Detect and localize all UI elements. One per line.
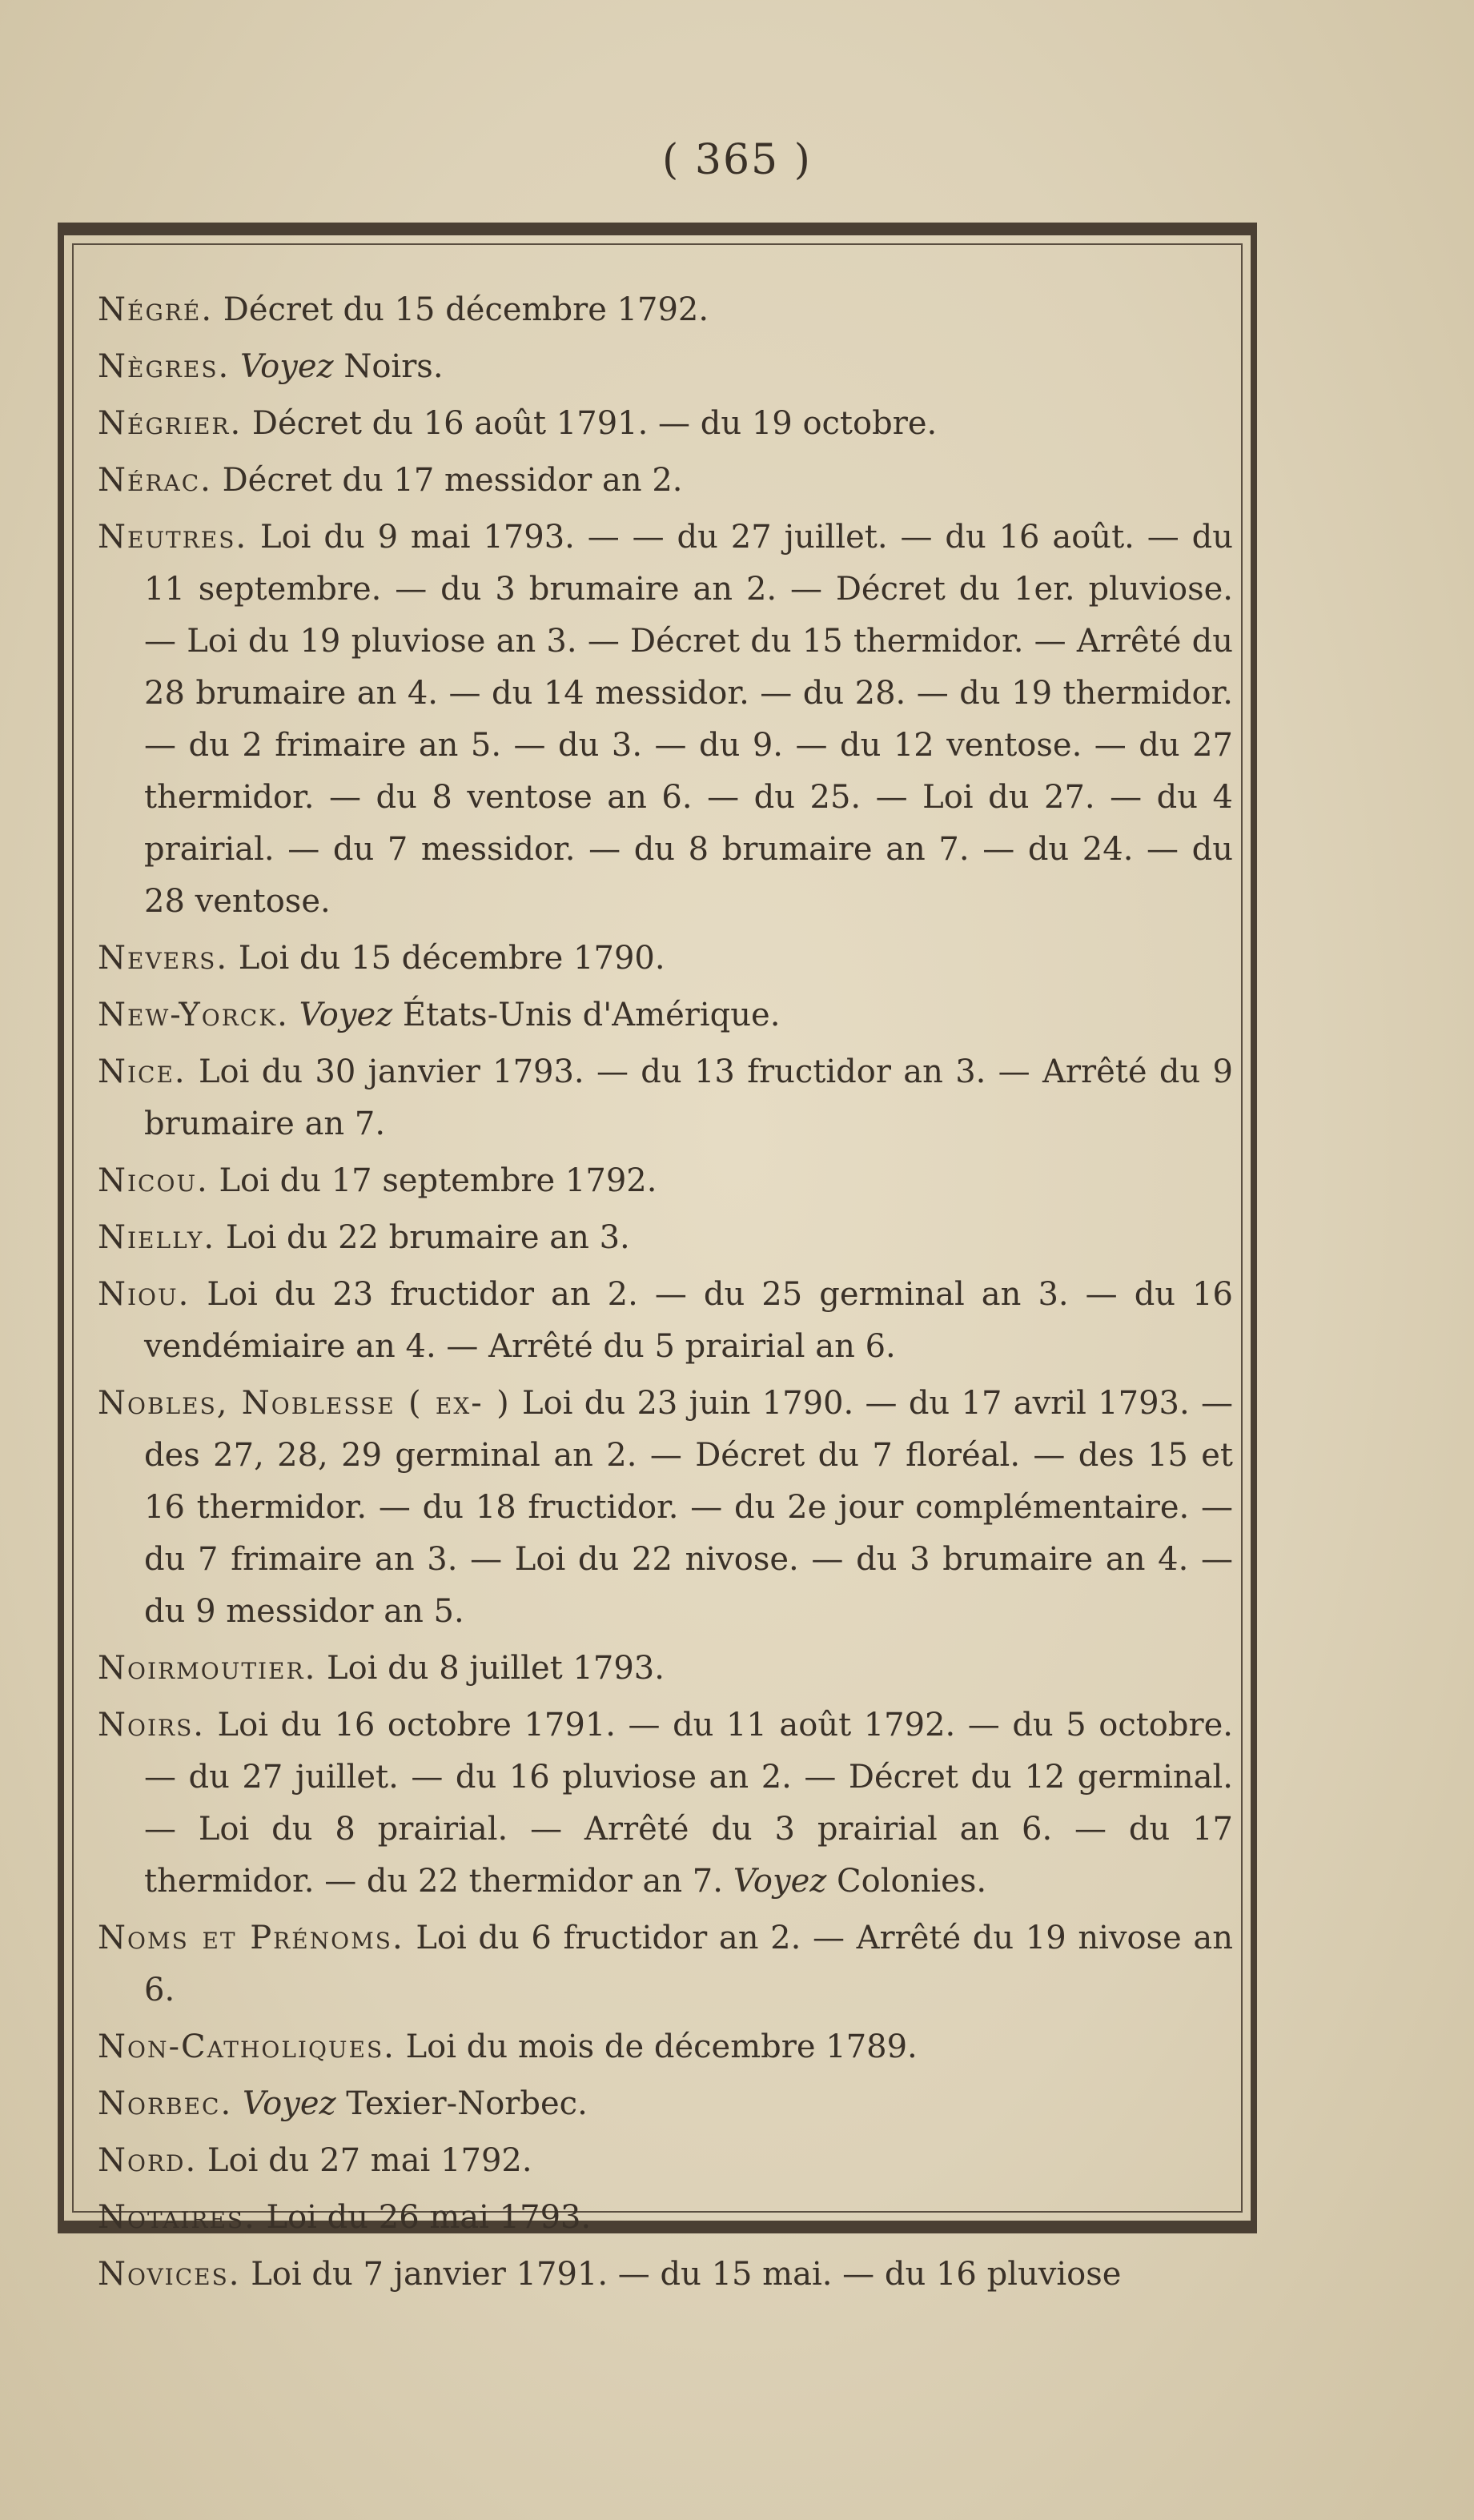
index-entries [98, 284, 1233, 2305]
index-entry: Notaires. Loi du 26 mai 1793. [98, 2199, 592, 2236]
index-entry: Norbec. Voyez Texier-Norbec. [98, 2085, 588, 2122]
index-entry: Novices. Loi du 7 janvier 1791. — du 15 mai. — du 16 pluviose [98, 2256, 1122, 2293]
index-entry: Nice. Loi du 30 janvier 1793. — du 13 fructidor an 3. — Arrêté du 9 brumaire an 7. [98, 1053, 1233, 1142]
index-entry: Non-Catholiques. Loi du mois de décembre 1789. [98, 2028, 918, 2065]
index-entry: Noirs. Loi du 16 octobre 1791. — du 11 août 1792. — du 5 octobre. — du 27 juillet. — du 16 pluviose an 2. — Décret du 12 germinal. — Loi du 8 prairial. — Arrêté du 3 prairial an 6. — du 17 thermidor. — du 22 thermidor an 7. Voyez Colonies. [98, 1707, 1233, 1900]
index-entry: Négrier. Décret du 16 août 1791. — du 19 octobre. [98, 405, 938, 442]
index-entry: Nevers. Loi du 15 décembre 1790. [98, 940, 665, 977]
index-entry: Niou. Loi du 23 fructidor an 2. — du 25 germinal an 3. — du 16 vendémiaire an 4. — Arrêté du 5 prairial an 6. [98, 1276, 1234, 1365]
index-entry: Noms et Prénoms. Loi du 6 fructidor an 2. — Arrêté du 19 nivose an 6. [98, 1920, 1234, 2008]
index-entry: Nielly. Loi du 22 brumaire an 3. [98, 1219, 630, 1256]
index-entry: New-Yorck. Voyez États-Unis d'Amérique. [98, 997, 781, 1033]
index-entry: Nicou. Loi du 17 septembre 1792. [98, 1162, 657, 1199]
index-entry: Nord. Loi du 27 mai 1792. [98, 2142, 532, 2179]
index-entry: Négré. Décret du 15 décembre 1792. [98, 291, 709, 328]
index-entry: Nérac. Décret du 17 messidor an 2. [98, 462, 683, 499]
index-entry: Noirmoutier. Loi du 8 juillet 1793. [98, 1650, 665, 1687]
page-number: ( 365 ) [662, 136, 812, 184]
index-entry: Neutres. Loi du 9 mai 1793. — — du 27 juillet. — du 16 août. — du 11 septembre. — du 3 brumaire an 2. — Décret du 1er. pluviose. — Loi du 19 pluviose an 3. — Décret du 15 thermidor. — Arrêté du 28 brumaire an 4. — du 14 messidor. — du 28. — du 19 thermidor. — du 2 frimaire an 5. — du 3. — du 9. — du 12 ventose. — du 27 thermidor. — du 8 ventose an 6. — du 25. — Loi du 27. — du 4 prairial. — du 7 messidor. — du 8 brumaire an 7. — du 24. — du 28 ventose. [98, 519, 1233, 920]
index-entry: Nègres. Voyez Noirs. [98, 348, 444, 385]
index-entry: Nobles, Noblesse ( ex- ) Loi du 23 juin 1790. — du 17 avril 1793. — des 27, 28, 29 germinal an 2. — Décret du 7 floréal. — des 15 et 16 thermidor. — du 18 fructidor. — du 2e jour complémentaire. — du 7 frimaire an 3. — Loi du 22 nivose. — du 3 brumaire an 4. — du 9 messidor an 5. [98, 1385, 1234, 1630]
